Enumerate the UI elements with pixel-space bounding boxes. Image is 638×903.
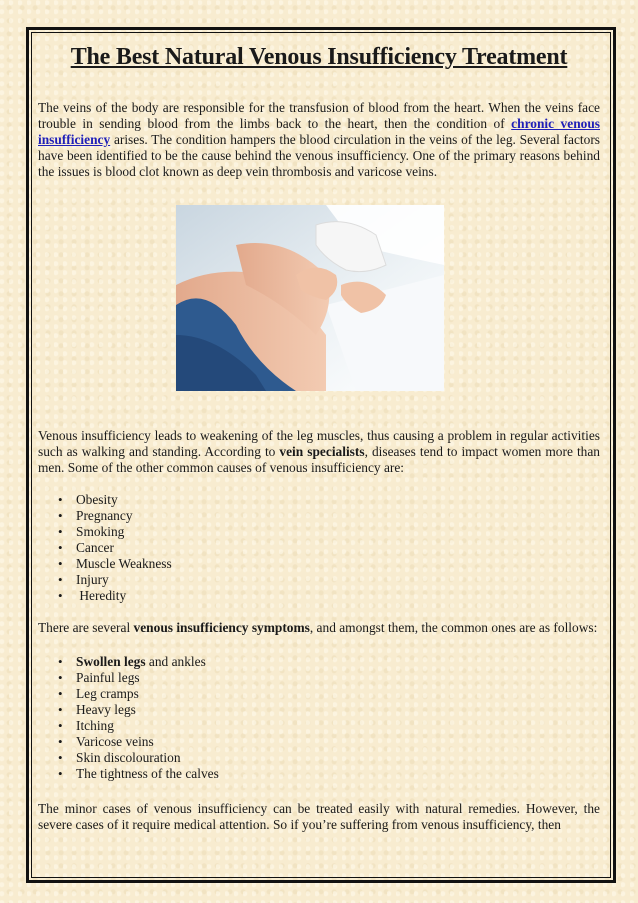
para3-text-2: , and amongst them, the common ones are as follows: <box>309 620 598 635</box>
para3-text-1: There are several <box>38 620 134 635</box>
vein-specialists-bold: vein specialists <box>279 444 365 459</box>
symptoms-list <box>38 654 600 782</box>
list-item: • Pregnancy <box>76 508 600 524</box>
list-item <box>76 654 600 670</box>
list-item: • Injury <box>76 572 600 588</box>
causes-list <box>38 492 600 604</box>
list-item: • Cancer <box>76 540 600 556</box>
symptoms-intro-paragraph <box>38 620 600 636</box>
list-item: • Obesity <box>76 492 600 508</box>
natural-remedies-paragraph: The minor cases of venous insufficiency can be treated easily with natural remedies. However, the severe cases of it require medical attention. So if you’re suffering from venous insufficiency, then <box>38 801 600 832</box>
page-title: The Best Natural Venous Insufficiency Treatment <box>70 44 568 70</box>
leg-massage-photo <box>176 205 444 391</box>
list-item: • Muscle Weakness <box>76 556 600 572</box>
list-item: • Smoking <box>76 524 600 540</box>
chronic-venous-insufficiency-link[interactable]: chronic venous insufficiency <box>38 116 600 147</box>
intro-text-1: The veins of the body are responsible for the transfusion of blood from the heart. When the veins face trouble in sending blood from the limbs back to the heart, then the condition of <box>38 100 600 131</box>
intro-paragraph <box>38 100 600 180</box>
list-item: • The tightness of the calves <box>76 766 600 782</box>
list-item: • Leg cramps <box>76 686 600 702</box>
leg-massage-illustration <box>176 205 444 391</box>
intro-text-2: arises. The condition hampers the blood circulation in the veins of the leg. Several factors have been identified to be the cause behind the venous insufficiency. One of the primary reasons behind the issues is blood clot known as deep vein thrombosis and varicose veins. <box>38 132 600 179</box>
swollen-legs-rest: and ankles <box>145 654 206 669</box>
list-item: • Skin discolouration <box>76 750 600 766</box>
document-body <box>38 40 600 833</box>
list-item: • Itching <box>76 718 600 734</box>
muscle-weakening-paragraph <box>38 428 600 476</box>
list-item: • Painful legs <box>76 670 600 686</box>
symptoms-bold: venous insufficiency symptoms <box>133 620 310 635</box>
list-item: • Varicose veins <box>76 734 600 750</box>
list-item: • Heavy legs <box>76 702 600 718</box>
list-item: • Heredity <box>76 588 600 604</box>
para2-text-2: , diseases tend to impact women more than men. Some of the other common causes of venous insufficiency are: <box>38 444 601 475</box>
para2-text-1: Venous insufficiency leads to weakening of the leg muscles, thus causing a problem in regular activities such as walking and standing. According to <box>38 428 600 459</box>
swollen-legs-bold: Swollen legs <box>76 654 146 669</box>
